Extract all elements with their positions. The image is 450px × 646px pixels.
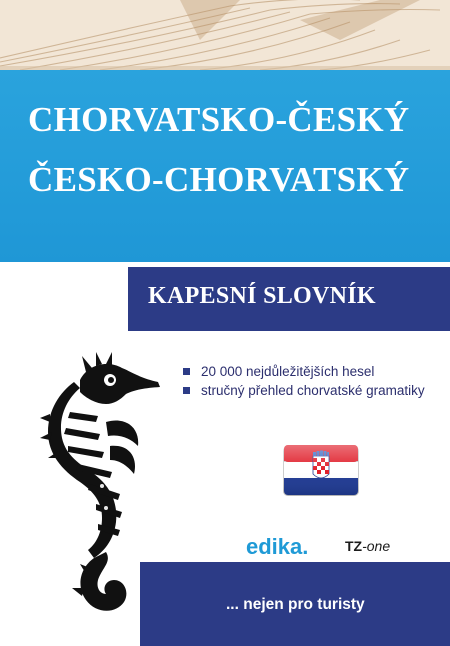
croatia-flag-icon bbox=[283, 444, 359, 498]
bullet-square-icon bbox=[183, 368, 190, 375]
tz-logo-text: TZ bbox=[345, 538, 363, 554]
edika-logo: edika. bbox=[246, 534, 309, 559]
bullet-text: stručný přehled chorvatské gramatiky bbox=[201, 383, 425, 398]
book-pages-icon bbox=[0, 0, 450, 70]
feature-list bbox=[183, 362, 433, 400]
book-pages-photo bbox=[0, 0, 450, 70]
list-item bbox=[183, 381, 433, 400]
subtitle: KAPESNÍ SLOVNÍK bbox=[148, 283, 376, 309]
bullet-text: 20 000 nejdůležitějších hesel bbox=[201, 364, 375, 379]
bullet-square-icon bbox=[183, 387, 190, 394]
one-logo-text: -one bbox=[362, 538, 391, 554]
tagline: ... nejen pro turisty bbox=[226, 596, 365, 613]
title-line-1: CHORVATSKO-ČESKÝ bbox=[28, 100, 410, 139]
tz-one-logo bbox=[345, 538, 390, 554]
title-line-2: ČESKO-CHORVATSKÝ bbox=[28, 160, 410, 199]
list-item bbox=[183, 362, 433, 381]
